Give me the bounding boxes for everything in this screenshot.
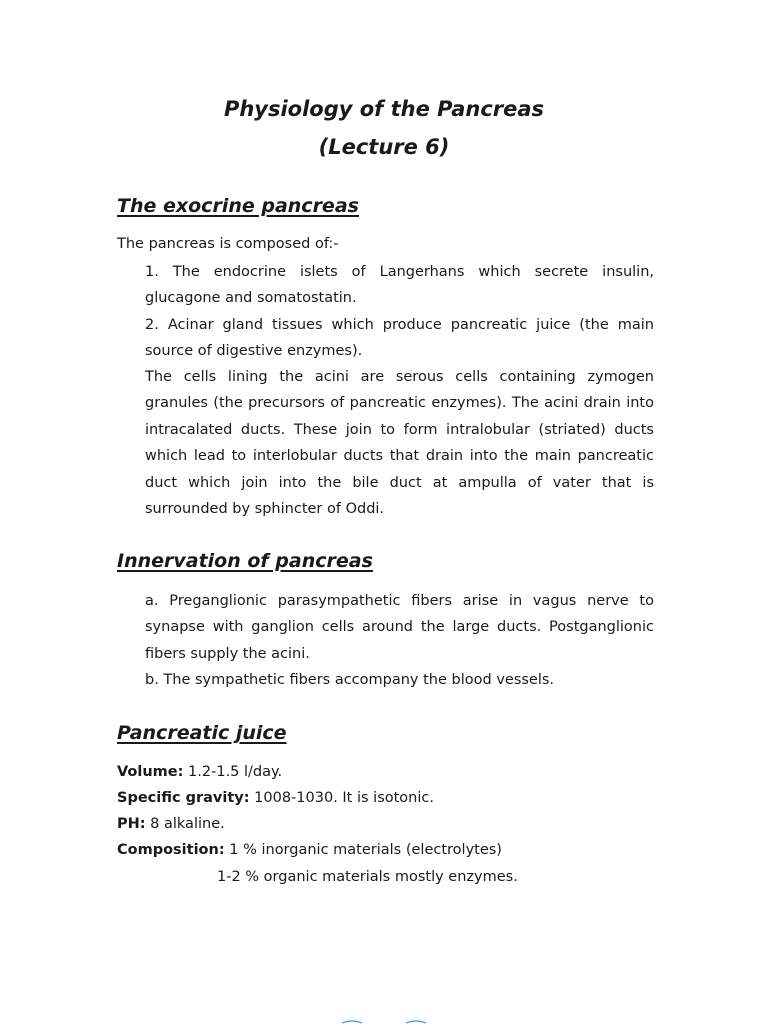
volume-label: Volume: — [117, 764, 184, 780]
exocrine-line-1: 1. The endocrine islets of Langerhans which secrete insulin, — [145, 264, 654, 280]
heading-innervation: Innervation of pancreas — [117, 550, 373, 572]
juice-composition — [117, 840, 502, 860]
page-edge-mark — [340, 1018, 430, 1024]
composition-value: 1 % inorganic materials (electrolytes) — [224, 842, 502, 858]
ph-label: PH: — [117, 816, 146, 832]
juice-ph — [117, 814, 225, 834]
exocrine-line-7: intracalated ducts. These join to form intralobular (striated) ducts — [145, 422, 654, 438]
juice-specific-gravity — [117, 788, 434, 808]
exocrine-line-2: glucagone and somatostatin. — [145, 290, 357, 306]
heading-pancreatic-juice: Pancreatic juice — [117, 722, 287, 744]
gravity-value: 1008-1030. It is isotonic. — [249, 790, 434, 806]
innervation-line-3: fibers supply the acini. — [145, 646, 310, 662]
composition-label: Composition: — [117, 842, 225, 858]
heading-exocrine-pancreas: The exocrine pancreas — [117, 195, 359, 217]
volume-value: 1.2-1.5 l/day. — [183, 764, 283, 780]
exocrine-line-9: duct which join into the bile duct at ampulla of vater that is — [145, 475, 654, 491]
ph-value: 8 alkaline. — [145, 816, 225, 832]
exocrine-intro: The pancreas is composed of:- — [117, 236, 339, 252]
exocrine-line-6: granules (the precursors of pancreatic enzymes). The acini drain into — [145, 395, 654, 411]
exocrine-line-4: source of digestive enzymes). — [145, 343, 363, 359]
innervation-line-1: a. Preganglionic parasympathetic fibers arise in vagus nerve to — [145, 593, 654, 609]
innervation-line-2: synapse with ganglion cells around the large ducts. Postganglionic — [145, 619, 654, 635]
document-title: Physiology of the Pancreas — [223, 97, 545, 121]
exocrine-line-8: which lead to interlobular ducts that drain into the main pancreatic — [145, 448, 654, 464]
exocrine-line-5: The cells lining the acini are serous cells containing zymogen — [145, 369, 654, 385]
juice-composition-line-2: 1-2 % organic materials mostly enzymes. — [217, 869, 518, 885]
innervation-line-4: b. The sympathetic fibers accompany the blood vessels. — [145, 672, 555, 688]
juice-volume — [117, 762, 282, 782]
document-subtitle: (Lecture 6) — [318, 135, 450, 159]
exocrine-line-10: surrounded by sphincter of Oddi. — [145, 501, 385, 517]
exocrine-line-3: 2. Acinar gland tissues which produce pancreatic juice (the main — [145, 317, 654, 333]
gravity-label: Specific gravity: — [117, 790, 250, 806]
